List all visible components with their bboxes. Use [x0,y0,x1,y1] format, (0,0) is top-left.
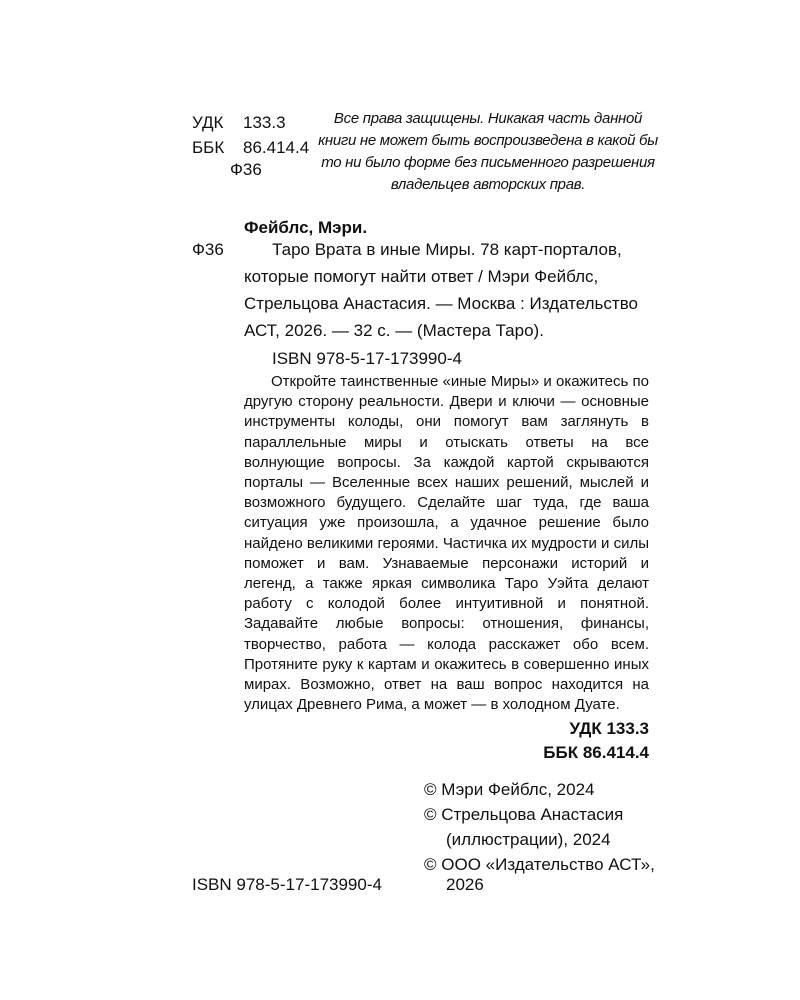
bib-line: АСТ, 2026. — 32 с. — (Мастера Таро). [244,321,544,340]
udk-bold: УДК 133.3 [569,719,649,738]
bib-line: Стрельцова Анастасия. — Москва : Издательство [244,294,638,313]
udk-label: УДК [192,113,224,132]
bib-line: Таро Врата в иные Миры. 78 карт-порталов, [272,240,622,259]
annotation-text: Откройте таинственные «иные Миры» и окажитесь по другую сторону реальности. Двери и ключи — основные инструменты колоды, они помогут вам заглянуть в параллельные миры и отыскать ответы на все волнующие вопросы. За каждой картой скрываются порталы — Вселенные всех наших решений, мыслей и возможного будущего. Сделайте шаг туда, где ваша ситуация уже произошла, а удачное решение было найдено великими героями. Частичка их мудрости и силы поможет и вам. Узнаваемые персонажи историй и легенд, а также яркая символика Таро Уэйта делают работу с колодой более интуитивной и понятной. Задавайте любые вопросы: отношения, финансы, творчество, работа — колода расскажет обо всем. Протяните руку к картам и окажитесь в совершенно иных мирах. Возможно, ответ на ваш вопрос находится на улицах Древнего Рима, а может — в холодном Дуате. [244,373,649,714]
bbk-value: 86.414.4 [243,138,310,157]
annotation [244,372,649,715]
bbk-label: ББК [192,138,225,157]
bib-author-mark: Ф36 [192,240,224,259]
isbn-top: ISBN 978-5-17-173990-4 [272,349,462,368]
copyright-line: 2026 [446,875,484,894]
copyright-line: © Стрельцова Анастасия [424,805,624,824]
copyright-line: (иллюстрации), 2024 [446,830,611,849]
udk-value: 133.3 [243,113,286,132]
author-heading: Фейблс, Мэри. [244,218,368,237]
bib-line: которые помогут найти ответ / Мэри Фейблс, [244,267,599,286]
author-mark: Ф36 [230,160,262,179]
isbn-bottom: ISBN 978-5-17-173990-4 [192,875,382,894]
copyright-line: © ООО «Издательство АСТ», [424,855,655,874]
rights-notice: Все права защищены. Никакая часть данной книги не может быть воспроизведена в какой бы то ни было форме без письменного разрешения владельцев авторских прав. [318,110,658,193]
bbk-bold: ББК 86.414.4 [543,743,649,762]
copyright-line: © Мэри Фейблс, 2024 [424,780,595,799]
